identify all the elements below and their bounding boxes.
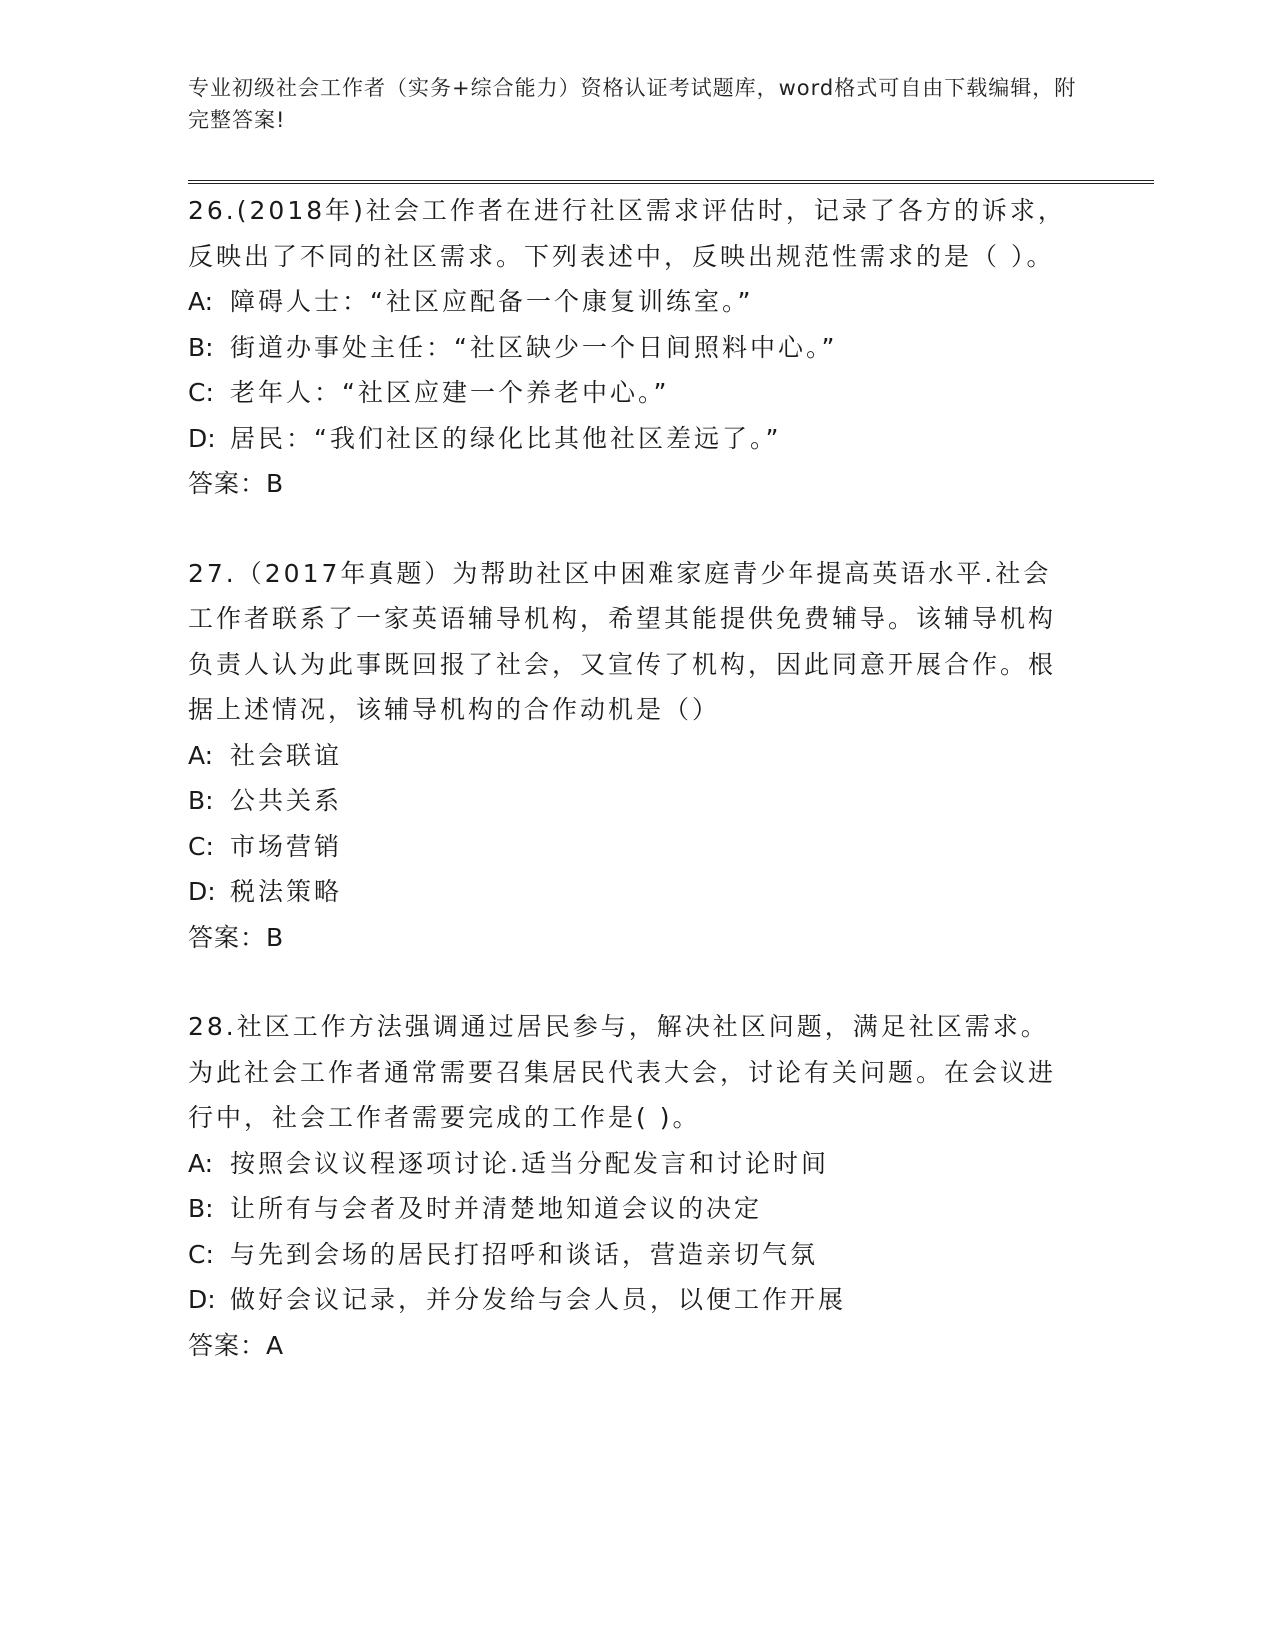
option-letter: B: (188, 786, 214, 815)
option-letter: A: (188, 287, 214, 316)
option-d (188, 416, 1068, 462)
option-c (188, 824, 1068, 870)
option-a (188, 1141, 1068, 1187)
answer-line: 答案：A (188, 1330, 285, 1360)
option-letter: C: (188, 378, 214, 407)
option-b (188, 778, 1068, 824)
option-a (188, 733, 1068, 779)
option-letter: C: (188, 1239, 214, 1269)
question-27 (188, 551, 1068, 961)
question-28 (188, 1004, 1068, 1368)
option-text: 做好会议记录，并分发给与会人员，以便工作开展 (230, 1285, 847, 1314)
option-text: 让所有与会者及时并清楚地知道会议的决定 (230, 1194, 763, 1223)
answer-line: 答案：B (188, 922, 285, 952)
option-d (188, 1277, 1068, 1323)
option-text: 市场营销 (230, 831, 343, 861)
option-d (188, 869, 1068, 915)
option-text: 公共关系 (230, 786, 343, 815)
header-divider (188, 180, 1154, 184)
question-list (188, 188, 1068, 1412)
answer-line: 答案：B (188, 469, 285, 498)
option-text: 与先到会场的居民打招呼和谈话，营造亲切气氛 (230, 1239, 819, 1269)
option-text: 街道办事处主任：“社区缺少一个日间照料中心。” (230, 332, 838, 362)
question-stem: 26.(2018年)社会工作者在进行社区需求评估时，记录了各方的诉求，反映出了不同的社区需求。下列表述中，反映出规范性需求的是（ ）。 (188, 196, 1066, 271)
option-text: 居民：“我们社区的绿化比其他社区差远了。” (230, 423, 782, 453)
option-text: 老年人：“社区应建一个养老中心。” (230, 378, 670, 407)
option-letter: B: (188, 332, 214, 362)
option-c (188, 370, 1068, 416)
option-letter: A: (188, 740, 214, 770)
question-stem: 27.（2017年真题）为帮助社区中困难家庭青少年提高英语水平.社会工作者联系了一家英语辅导机构，希望其能提供免费辅导。该辅导机构负责人认为此事既回报了社会，又宣传了机构，因此同意开展合作。根据上述情况，该辅导机构的合作动机是（） (188, 558, 1057, 724)
option-b (188, 325, 1068, 371)
question-26 (188, 188, 1068, 507)
option-text: 社会联谊 (230, 740, 343, 770)
option-c (188, 1232, 1068, 1278)
option-letter: D: (188, 877, 216, 906)
option-a (188, 279, 1068, 325)
page-header: 专业初级社会工作者（实务+综合能力）资格认证考试题库，word格式可自由下载编辑，附完整答案! (188, 76, 1077, 132)
option-letter: A: (188, 1148, 214, 1178)
option-letter: C: (188, 831, 214, 861)
option-text: 税法策略 (230, 877, 343, 906)
option-letter: D: (188, 1285, 216, 1314)
option-letter: B: (188, 1194, 214, 1223)
option-letter: D: (188, 423, 216, 453)
option-text: 按照会议议程逐项讨论.适当分配发言和讨论时间 (230, 1148, 829, 1178)
option-b (188, 1186, 1068, 1232)
question-stem: 28.社区工作方法强调通过居民参与，解决社区问题，满足社区需求。为此社会工作者通常需要召集居民代表大会，讨论有关问题。在会议进行中，社会工作者需要完成的工作是( )。 (188, 1012, 1057, 1132)
option-text: 障碍人士：“社区应配备一个康复训练室。” (230, 287, 754, 316)
